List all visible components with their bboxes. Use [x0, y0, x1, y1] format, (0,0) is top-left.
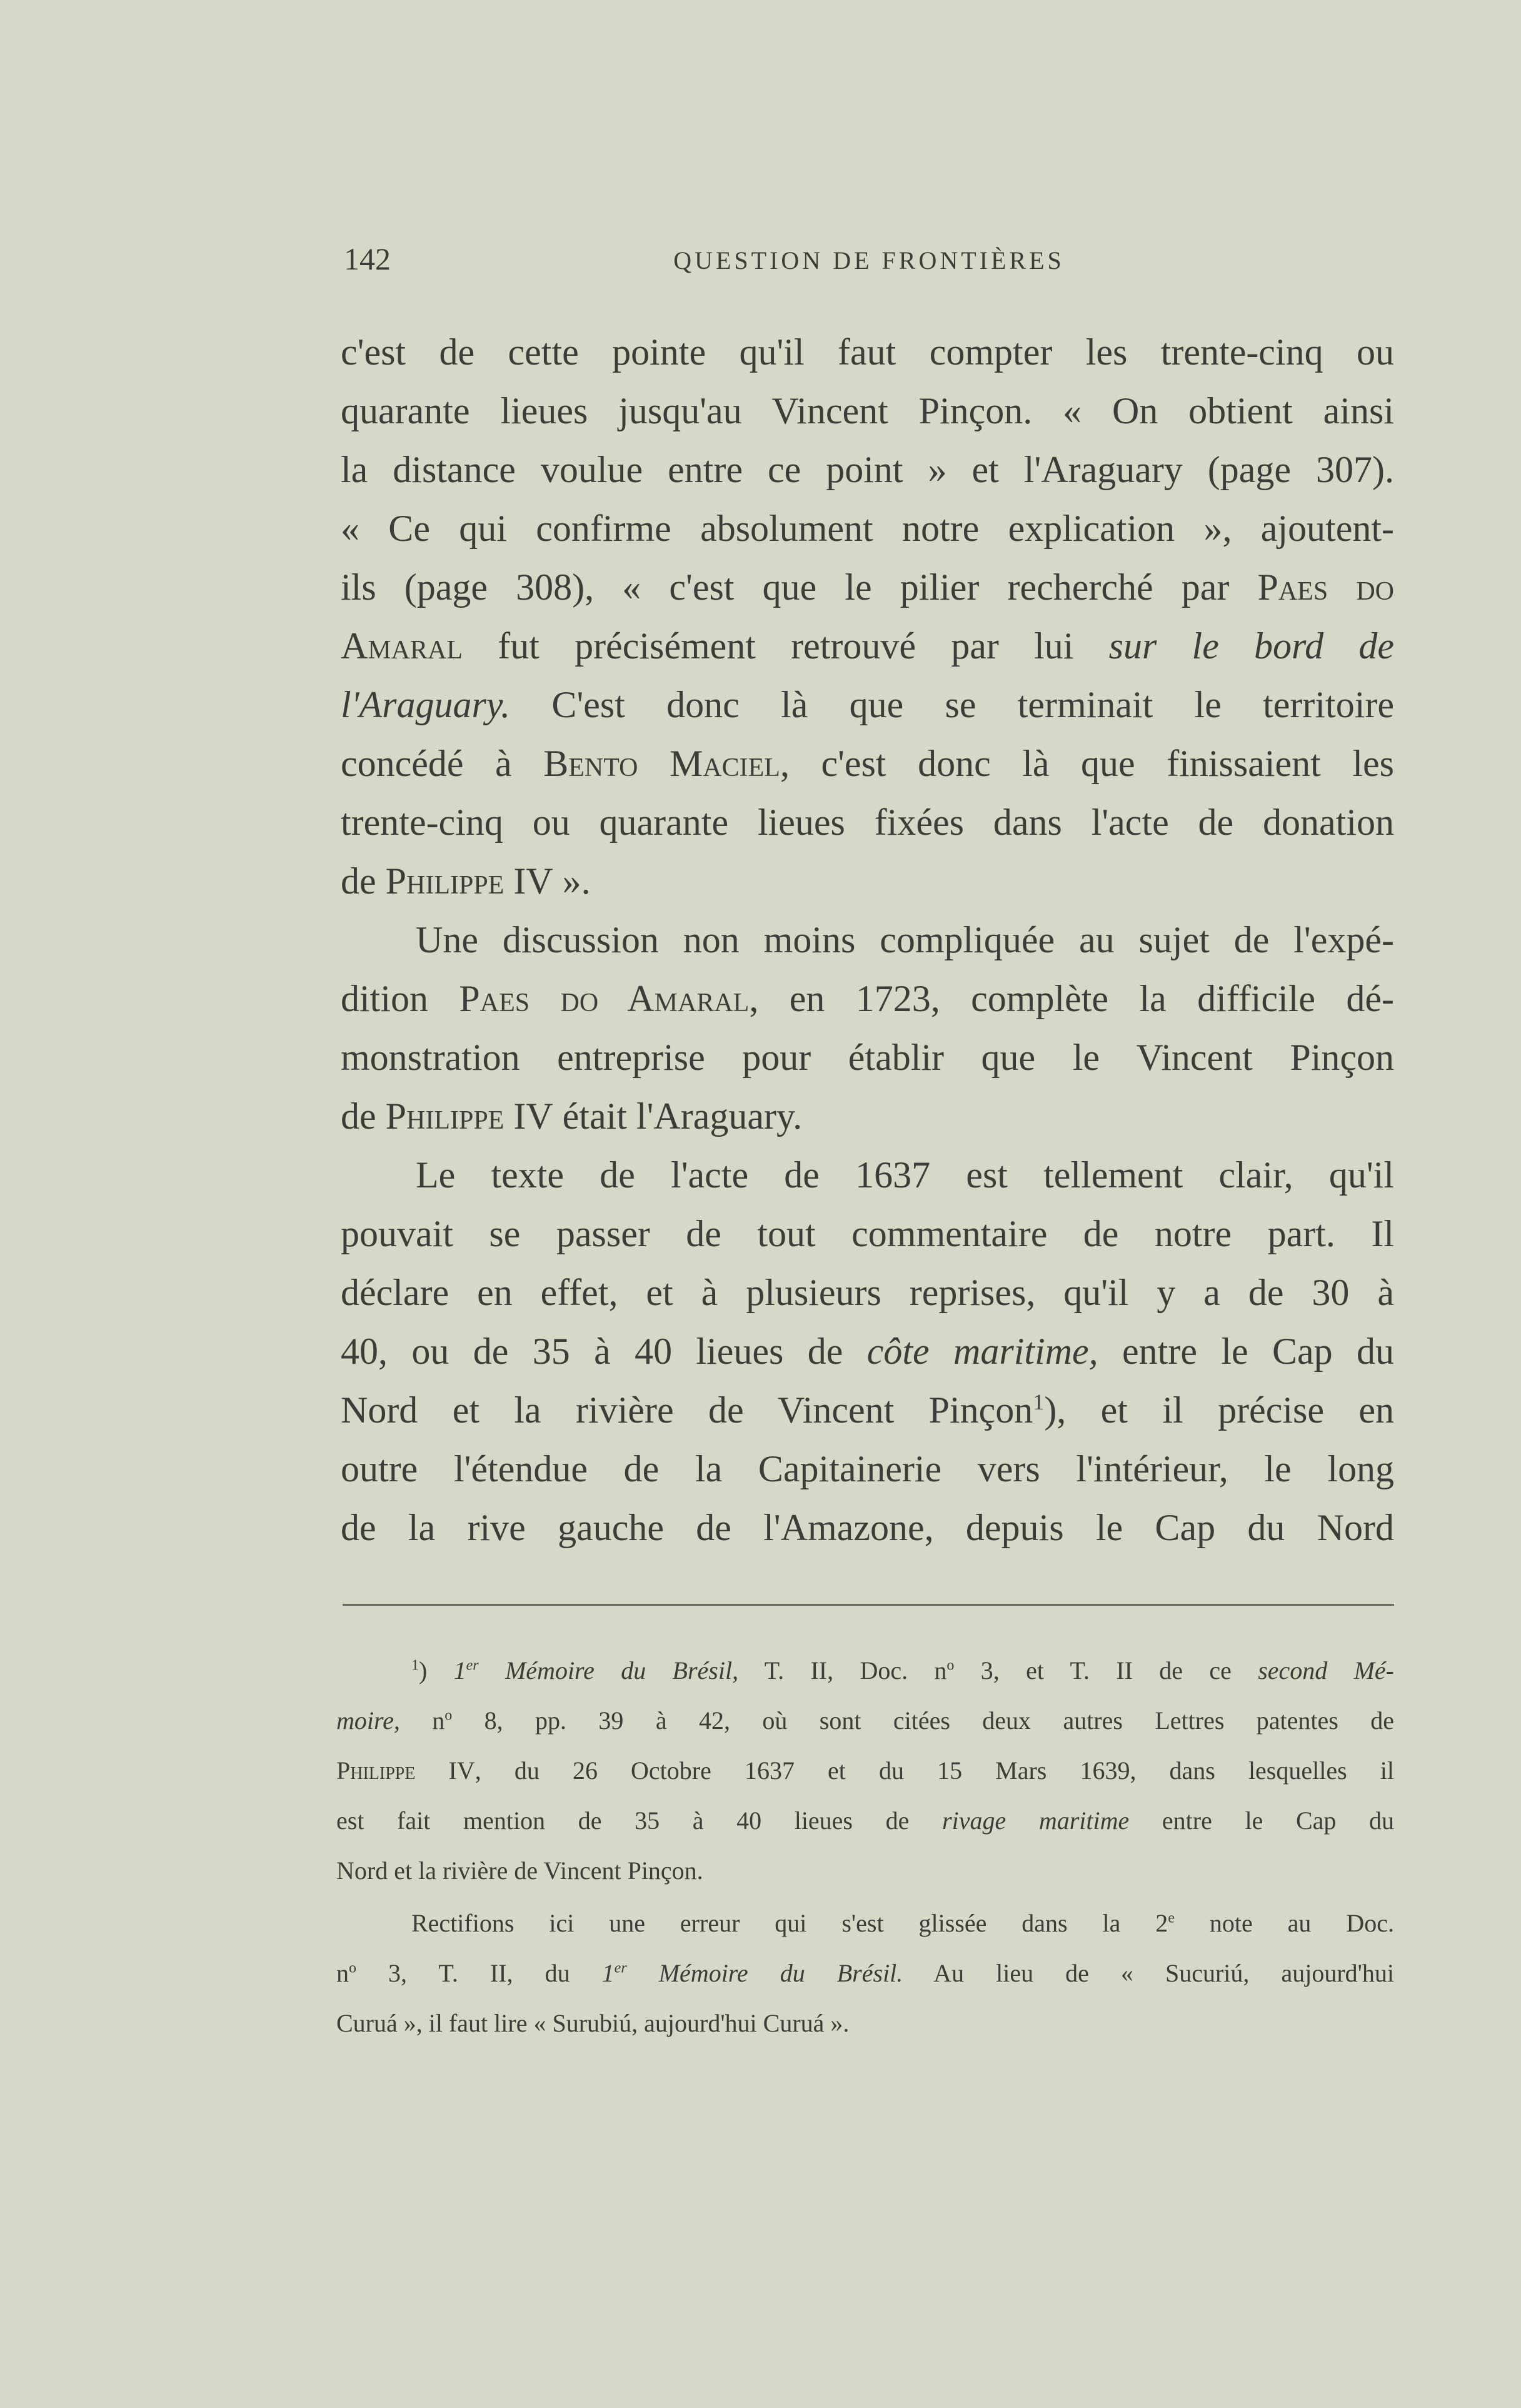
author-name: Paes do	[1257, 567, 1394, 608]
footnote-line: est fait mention de 35 à 40 lieues de rivage maritime entre le Cap du	[336, 1806, 1395, 1835]
text-line: Une discussion non moins compliquée au sujet de l'expé-	[416, 919, 1394, 960]
main-text	[341, 323, 1394, 1557]
footnote-mark: 1	[411, 1657, 419, 1674]
footnote-line: Philippe IV, du 26 Octobre 1637 et du 15 Mars 1639, dans lesquelles il	[336, 1756, 1394, 1785]
text-line: concédé à Bento Maciel, c'est donc là que finissaient les	[341, 743, 1394, 784]
text-line: monstration entreprise pour établir que le Vincent Pinçon	[341, 1037, 1394, 1078]
text-line: trente-cinq ou quarante lieues fixées dans l'acte de donation	[341, 802, 1394, 843]
text-line: c'est de cette pointe qu'il faut compter les trente-cinq ou	[341, 331, 1394, 373]
footnote-line: Nord et la rivière de Vincent Pinçon.	[336, 1856, 703, 1885]
person-name: Philippe IV	[385, 1096, 553, 1137]
text-line: de Philippe IV était l'Araguary.	[341, 1096, 803, 1137]
person-name: Bento Maciel	[543, 743, 780, 784]
person-name: Philippe IV	[385, 860, 553, 902]
footnote-ref: 1	[1033, 1389, 1045, 1414]
page-number: 142	[344, 241, 391, 276]
text-line: quarante lieues jusqu'au Vincent Pinçon. « On obtient ainsi	[341, 390, 1394, 431]
footnote-line: Rectifions ici une erreur qui s'est glissée dans la 2e note au Doc.	[411, 1909, 1395, 1937]
text-line: « Ce qui confirme absolument notre explication », ajoutent-	[341, 508, 1394, 549]
text-line: ils (page 308), « c'est que le pilier recherché par Paes do	[341, 567, 1394, 608]
text-line: dition Paes do Amaral, en 1723, complète la difficile dé-	[341, 978, 1395, 1019]
page-header	[344, 241, 1394, 291]
footnotes	[336, 1646, 1394, 2048]
text-line: pouvait se passer de tout commentaire de notre part. Il	[341, 1213, 1394, 1254]
person-name: Paes do Amaral	[459, 978, 750, 1019]
text-line: outre l'étendue de la Capitainerie vers l'intérieur, le long	[341, 1448, 1394, 1489]
text-line: déclare en effet, et à plusieurs reprises, qu'il y a de 30 à	[341, 1272, 1394, 1313]
running-head: QUESTION DE FRONTIÈRES	[673, 246, 1065, 275]
text-line: Amaral fut précisément retrouvé par lui sur le bord de	[341, 625, 1394, 667]
footnote-divider	[343, 1604, 1394, 1606]
author-name: Amaral	[341, 625, 463, 667]
text-line: l'Araguary. C'est donc là que se terminait le territoire	[341, 684, 1394, 725]
text-line: Le texte de l'acte de 1637 est tellement clair, qu'il	[416, 1154, 1394, 1196]
footnote-line: Curuá », il faut lire « Surubiú, aujourd'hui Curuá ».	[336, 2009, 850, 2037]
text-line: de la rive gauche de l'Amazone, depuis le Cap du Nord	[341, 1507, 1394, 1548]
text-line: Nord et la rivière de Vincent Pinçon$^1$), et il précise en	[341, 1389, 1394, 1431]
text-line: 40, ou de 35 à 40 lieues de côte maritime, entre le Cap du	[341, 1331, 1394, 1372]
footnote-line: moire, $n^o$ 8, pp. 39 à 42, où sont citées deux autres Lettres patentes de	[336, 1706, 1394, 1735]
text-line: de Philippe IV ».	[341, 860, 591, 902]
text-line: la distance voulue entre ce point » et l'Araguary (page 307).	[341, 449, 1394, 490]
footnote-line: $n^o$ 3, T. II, du 1er Mémoire du Brésil. Au lieu de « Sucuriú, aujourd'hui	[336, 1959, 1394, 1987]
footnote-line: $^1$) 1er Mémoire du Brésil, T. II, Doc. $n^o$ 3, et T. II de ce second Mé-	[411, 1656, 1394, 1685]
